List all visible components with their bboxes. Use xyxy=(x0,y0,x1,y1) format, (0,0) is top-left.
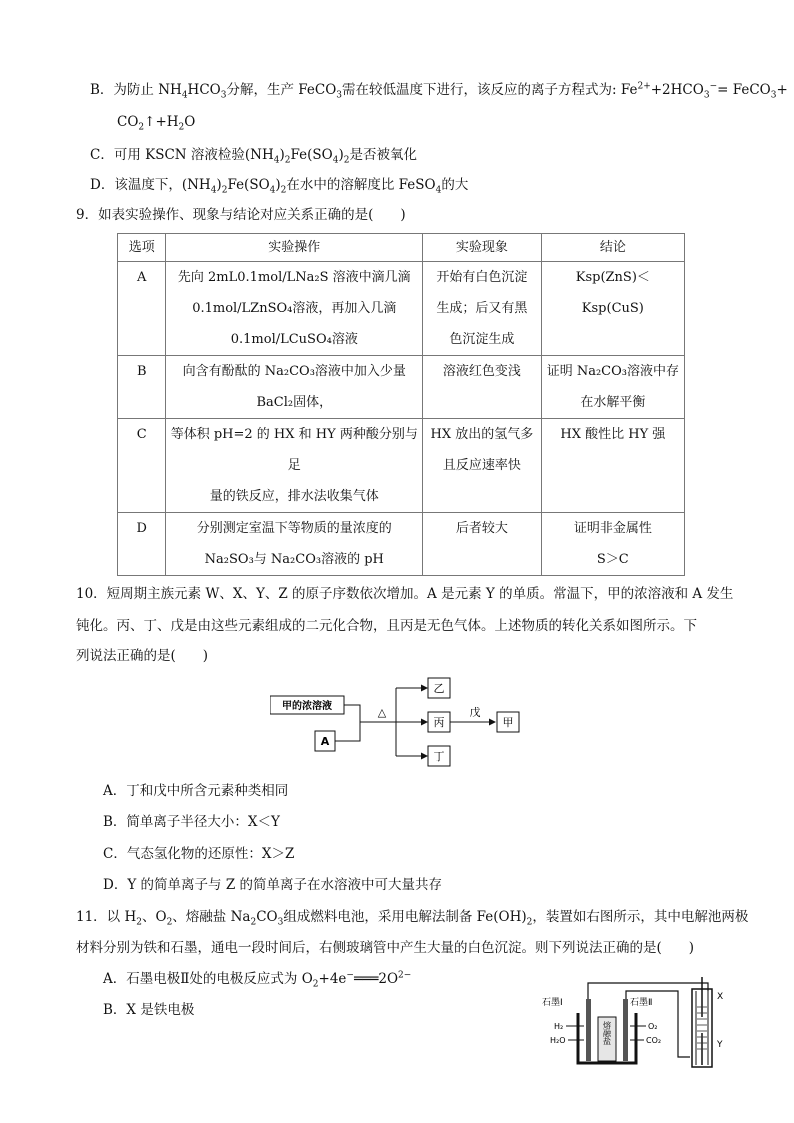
q10-option-b: B．简单离子半径大小：X＜Y xyxy=(103,814,280,830)
row-option: A xyxy=(118,262,166,356)
q11-stem-line1: 11．以 $H_2$、$O_2$、熔融盐 $Na_2CO_3$组成燃料电池，采用电解法制备 $Fe(OH)_2$，装置如右图所示，其中电解池两极 xyxy=(76,909,749,928)
row-phenomenon: HX 放出的氢气多 且反应速率快 xyxy=(423,419,542,513)
q10-option-a: A．丁和戊中所含元素种类相同 xyxy=(103,783,289,799)
q8-option-c: C．可用 KSCN 溶液检验$(NH_4)_2Fe(SO_4)_2$是否被氧化 xyxy=(90,147,417,166)
row-operation: 分别测定室温下等物质的量浓度的 Na₂SO₃与 Na₂CO₃溶液的 pH xyxy=(166,513,423,576)
molten-salt-label: 熔融盐 xyxy=(602,1021,612,1045)
heat-symbol: △ xyxy=(377,706,387,719)
header-conclusion: 结论 xyxy=(541,234,684,262)
q8-option-b: B．为防止 $NH_4HCO_3$分解，生产 FeCO$_3$需在较低温度下进行，该反应的离子方程式为: $Fe^{2+}+2HCO_3^-=$ FeCO$_3$+ xyxy=(90,81,788,101)
o2-label: O₂ xyxy=(648,1022,658,1031)
label-jia: 甲 xyxy=(502,716,514,729)
tube-liquid-hatch xyxy=(697,1007,707,1049)
q10-option-d: D．Y 的简单离子与 Z 的简单离子在水溶液中可大量共存 xyxy=(103,877,442,893)
connector-a xyxy=(335,722,360,741)
label-ding: 丁 xyxy=(433,750,445,763)
y-label: Y xyxy=(717,1040,723,1050)
label-yi: 乙 xyxy=(433,682,445,695)
h2-label: H₂ xyxy=(554,1022,564,1031)
h2o-label: H₂O xyxy=(550,1036,566,1045)
graphite-electrode-1 xyxy=(586,999,591,1061)
q8-option-d: D．该温度下，$(NH_4)_2Fe(SO_4)_2$在水中的溶解度比 FeSO$_4$的大 xyxy=(90,177,469,196)
graphite2-label: 石墨Ⅱ xyxy=(630,998,653,1008)
label-a: A xyxy=(320,735,330,748)
co2-label: CO₂ xyxy=(646,1036,662,1045)
row-phenomenon: 溶液红色变浅 xyxy=(423,356,542,419)
q10-stem-line2: 钝化。丙、丁、戊是由这些元素组成的二元化合物，且丙是无色气体。上述物质的转化关系如图所示。下 xyxy=(76,618,697,634)
graphite1-label: 石墨Ⅰ xyxy=(542,998,563,1008)
connector-jia xyxy=(344,705,366,722)
graphite-electrode-2 xyxy=(623,999,628,1061)
q11-option-a: A．石墨电极Ⅱ处的电极反应式为 $O_2+4e^-═══2O^{2-}$ xyxy=(103,970,412,990)
row-option: B xyxy=(118,356,166,419)
label-wu: 戊 xyxy=(469,706,481,719)
table-row xyxy=(118,356,685,419)
header-operation: 实验操作 xyxy=(166,234,423,262)
row-conclusion: Ksp(ZnS)＜Ksp(CuS) xyxy=(541,262,684,356)
row-phenomenon: 开始有白色沉淀 生成；后又有黑 色沉淀生成 xyxy=(423,262,542,356)
row-operation: 向含有酚酞的 Na₂CO₃溶液中加入少量 BaCl₂固体， xyxy=(166,356,423,419)
q10-option-c: C．气态氢化物的还原性：X＞Z xyxy=(103,846,295,862)
q11-apparatus-diagram xyxy=(540,977,730,1073)
row-option: C xyxy=(118,419,166,513)
row-conclusion: 证明非金属性 S＞C xyxy=(541,513,684,576)
label-bing: 丙 xyxy=(433,716,445,729)
table-row xyxy=(118,419,685,513)
header-option: 选项 xyxy=(118,234,166,262)
table-header-row xyxy=(118,234,685,262)
row-conclusion: HX 酸性比 HY 强 xyxy=(541,419,684,513)
x-label: X xyxy=(717,992,724,1002)
q8-option-b-cont: $CO_2↑+H_2O$ xyxy=(117,114,196,133)
q11-stem-line2: 材料分别为铁和石墨，通电一段时间后，右侧玻璃管中产生大量的白色沉淀。则下列说法正确的是( ) xyxy=(76,940,695,956)
q9-stem: 9．如表实验操作、现象与结论对应关系正确的是( ) xyxy=(76,207,406,223)
table-row xyxy=(118,513,685,576)
table-row xyxy=(118,262,685,356)
row-conclusion: 证明 Na₂CO₃溶液中存 在水解平衡 xyxy=(541,356,684,419)
q10-stem-line1: 10．短周期主族元素 W、X、Y、Z 的原子序数依次增加。A 是元素 Y 的单质。常温下，甲的浓溶液和 A 发生 xyxy=(76,586,734,602)
row-operation: 先向 2mL0.1mol/LNa₂S 溶液中滴几滴 0.1mol/LZnSO₄溶液，再加入几滴 0.1mol/LCuSO₄溶液 xyxy=(166,262,423,356)
row-phenomenon: 后者较大 xyxy=(423,513,542,576)
q10-conversion-diagram xyxy=(270,676,530,772)
header-phenomenon: 实验现象 xyxy=(423,234,542,262)
q11-option-b: B．X 是铁电极 xyxy=(103,1002,195,1018)
label-jia-concentrated: 甲的浓溶液 xyxy=(282,701,332,712)
q10-stem-line3: 列说法正确的是( ) xyxy=(76,648,209,664)
q9-experiment-table xyxy=(117,233,685,576)
row-operation: 等体积 pH=2 的 HX 和 HY 两种酸分别与足 量的铁反应，排水法收集气体 xyxy=(166,419,423,513)
row-option: D xyxy=(118,513,166,576)
